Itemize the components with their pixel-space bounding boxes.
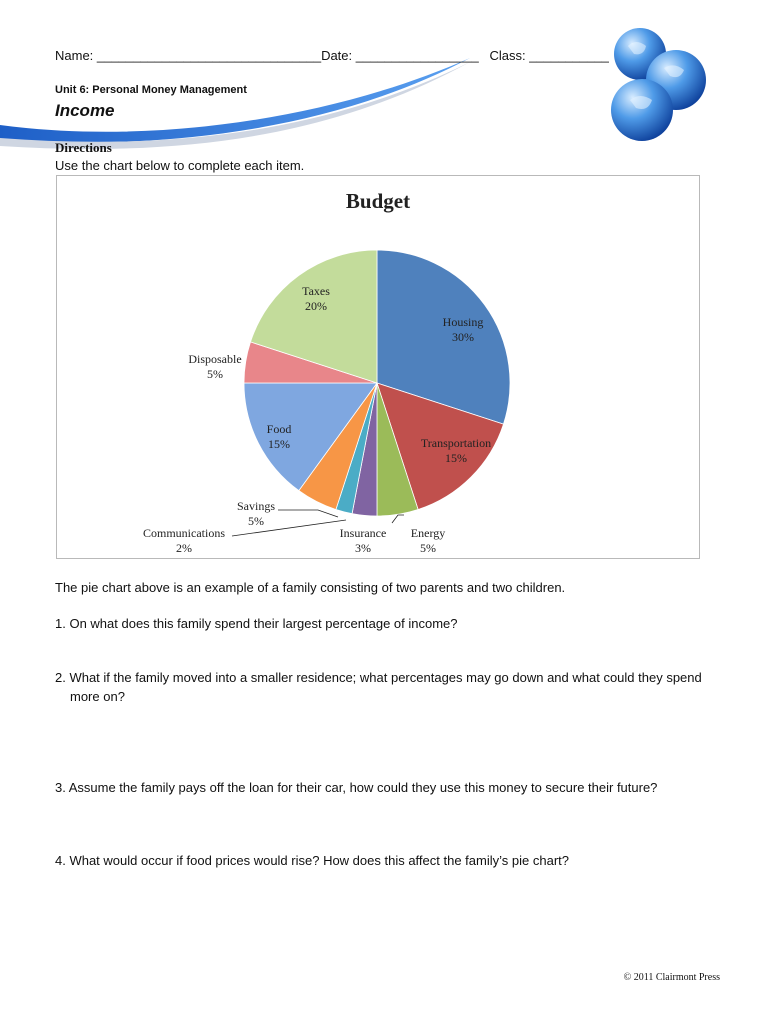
slice-value-food: 15% [268,437,290,451]
directions-heading: Directions [55,140,112,155]
header-fields [55,48,609,63]
slice-value-savings: 5% [248,514,264,528]
copyright-footer: © 2011 Clairmont Press [623,972,720,983]
question-1: 1. On what does this family spend their largest percentage of income? [55,616,458,631]
date-field[interactable]: _________________ [355,48,479,63]
slice-value-insurance: 3% [355,541,371,555]
slice-value-communications: 2% [176,541,192,555]
slice-value-transportation: 15% [445,451,467,465]
class-field[interactable]: ___________ [529,48,609,63]
slice-label-housing: Housing [442,315,484,329]
slice-label-insurance: Insurance [339,526,387,540]
slice-label-disposable: Disposable [188,352,242,366]
globe-icon [611,79,673,141]
leader-line-savings [278,510,338,517]
budget-pie-chart [56,175,700,559]
slice-label-taxes: Taxes [302,284,330,298]
slice-label-savings: Savings [236,499,276,513]
globes-logo [604,18,714,148]
question-4: 4. What would occur if food prices would rise? How does this affect the family’s pie chart? [55,853,569,868]
slice-value-energy: 5% [420,541,436,555]
intro-text: The pie chart above is an example of a family consisting of two parents and two children. [55,580,566,595]
slice-value-disposable: 5% [207,367,223,381]
unit-heading: Unit 6: Personal Money Management [55,84,247,96]
slice-label-energy: Energy [410,526,446,540]
slice-value-housing: 30% [452,330,474,344]
slice-label-communications: Communications [143,526,225,540]
question-3: 3. Assume the family pays off the loan for their car, how could they use this money to secure their future? [55,780,658,795]
question-2: 2. What if the family moved into a smaller residence; what percentages may go down and what could they spend more on? [55,670,702,704]
name-field[interactable]: _______________________________ [96,48,322,63]
slice-value-taxes: 20% [305,299,327,313]
class-label: Class: [489,48,526,63]
page-title: Income [55,101,115,120]
chart-title: Budget [345,189,411,213]
slice-label-transportation: Transportation [420,436,492,450]
slice-label-food: Food [266,422,292,436]
leader-line-energy [392,515,404,523]
date-label: Date: [321,48,353,63]
directions-text: Use the chart below to complete each item. [55,158,305,173]
name-label: Name: [55,48,94,63]
